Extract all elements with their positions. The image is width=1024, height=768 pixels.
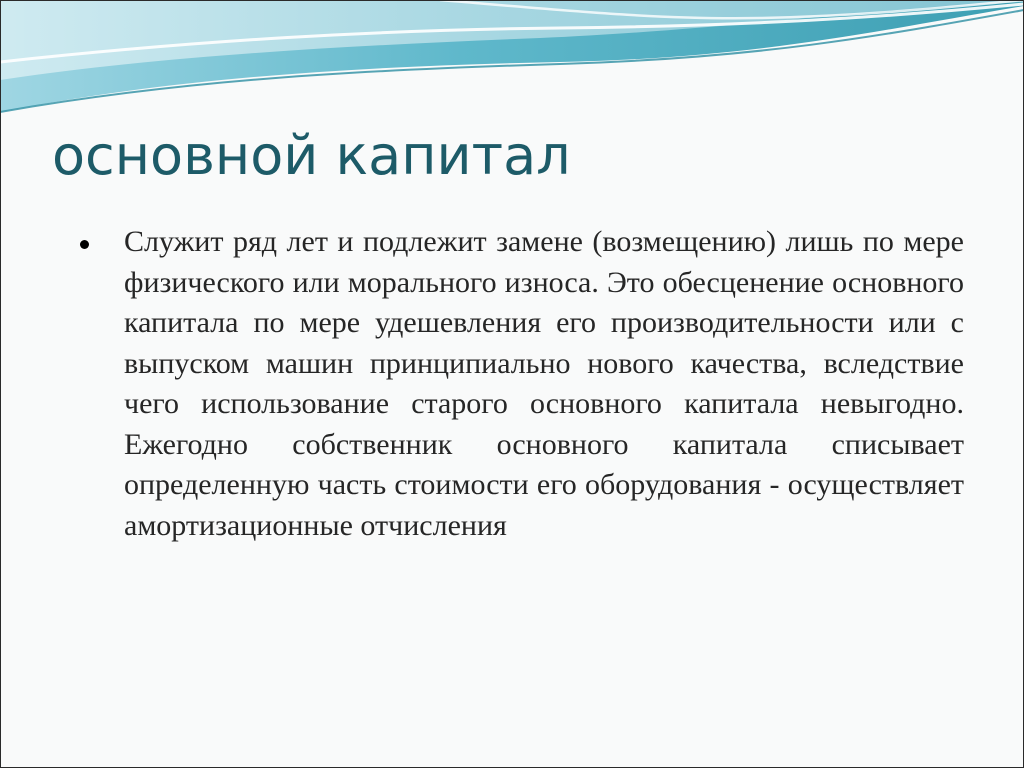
header-wave-decoration [0,0,1024,130]
slide-title: основной капитал [52,124,571,187]
bullet-text: Служит ряд лет и подлежит замене (возмещению) лишь по мере физического или морального износа. Это обесценение основного капитала по мере удешевления его производительности или с выпуском машин принципиально нового качества, вследствие чего использование старого основного капитала невыгодно. Ежегодно собственник основного капитала списывает определенную часть стоимости его оборудования - осуществляет амортизационные отчисления [124,225,964,542]
bullet-dot-icon [80,240,89,249]
bullet-item [80,222,964,546]
